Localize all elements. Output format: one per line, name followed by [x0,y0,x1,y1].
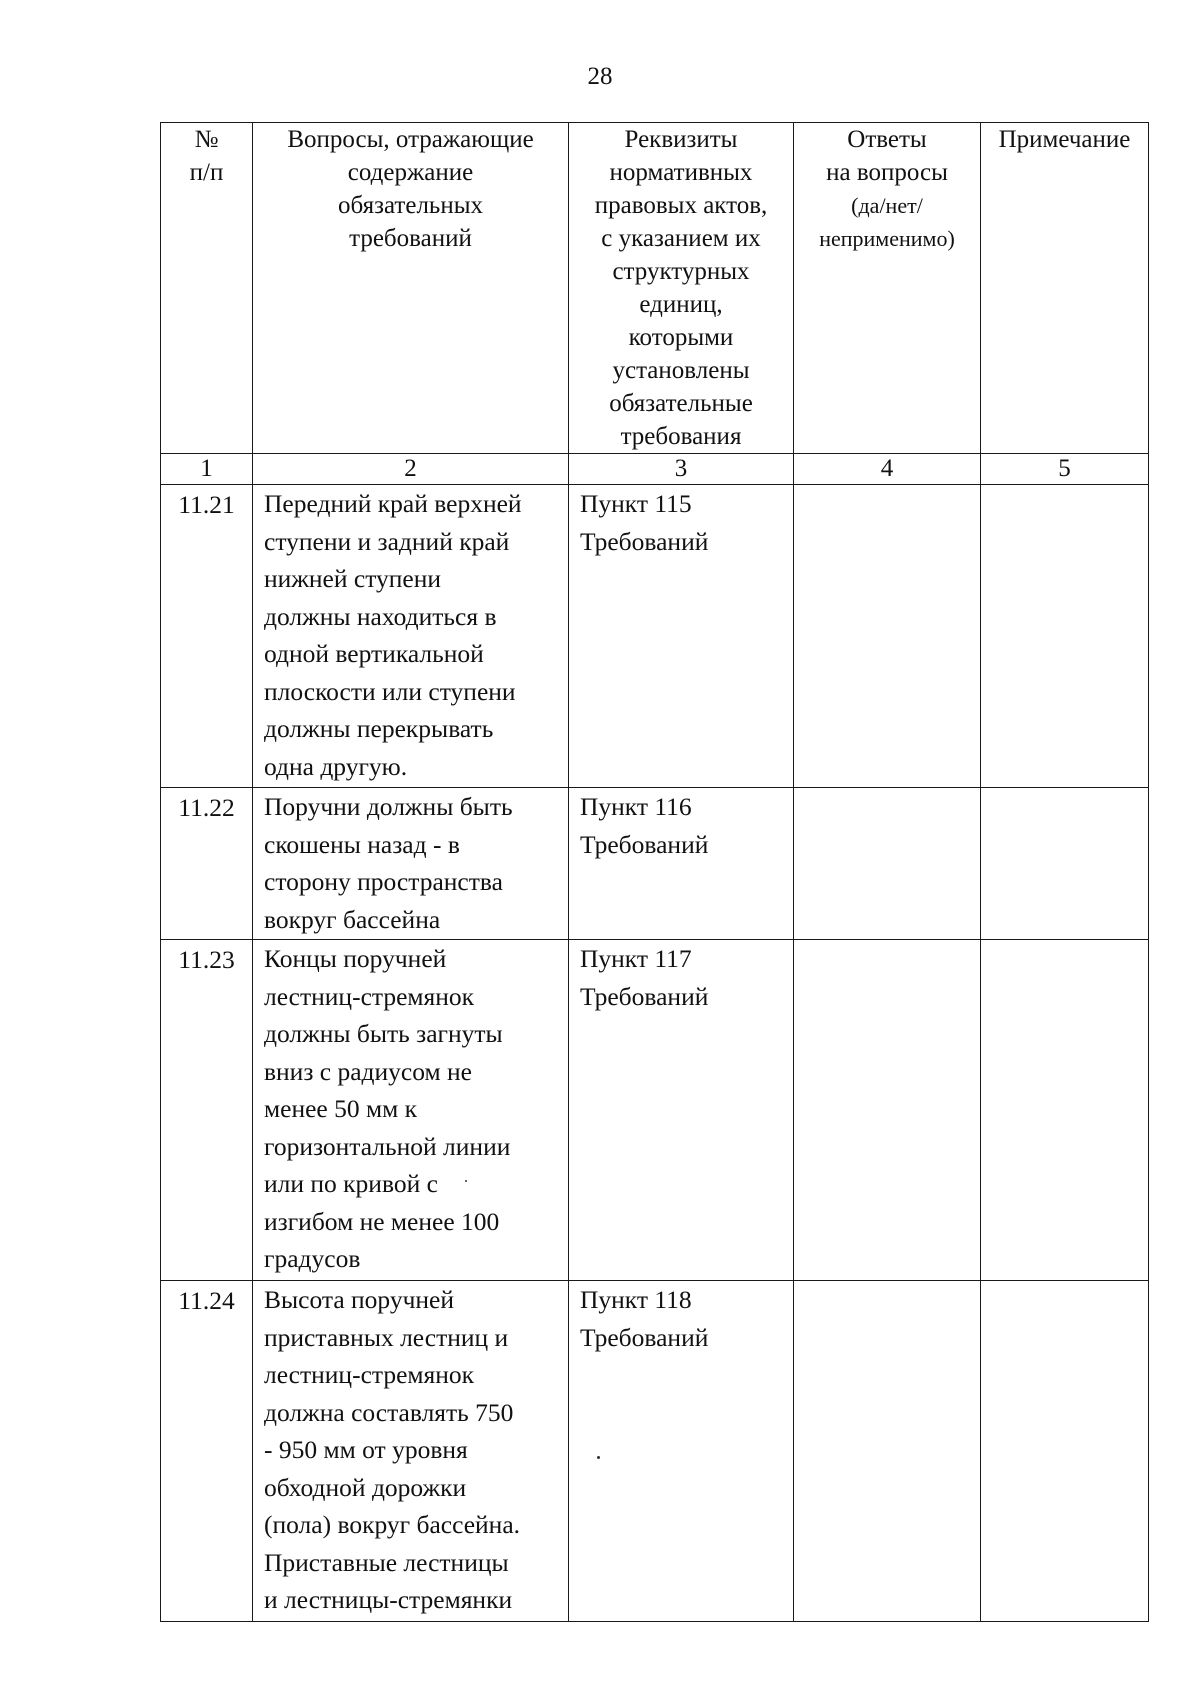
row-number: 11.23 [161,940,253,1281]
row-number: 11.22 [161,788,253,940]
row-question: Передний край верхней ступени и задний край нижней ступени должны находиться в одной вертикальной плоскости или ступени должны перекрывать одна другую. [253,485,569,788]
scan-speck [465,1180,467,1182]
requirements-checklist-table [160,122,1149,1622]
row-note-cell [981,788,1149,940]
row-answer-cell [794,940,981,1281]
row-note-cell [981,940,1149,1281]
row-question: Концы поручней лестниц-стремянок должны быть загнуты вниз с радиусом не менее 50 мм к горизонтальной линии или по кривой с изгибом не менее 100 градусов [253,940,569,1281]
row-number: 11.24 [161,1281,253,1622]
header-answers-options: (да/нет/ неприменимо) [819,193,955,251]
row-question: Поручни должны быть скошены назад - в сторону пространства вокруг бассейна [253,788,569,940]
table-row [161,940,1149,1281]
row-question: Высота поручней приставных лестниц и лестниц-стремянок должна составлять 750 - 950 мм от уровня обходной дорожки (пола) вокруг бассейна. Приставные лестницы и лестницы-стремянки [253,1281,569,1622]
table-header-row [161,123,1149,454]
header-questions: Вопросы, отражающие содержание обязательных требований [253,123,569,454]
header-number: № п/п [161,123,253,454]
row-answer-cell [794,485,981,788]
column-number: 1 [161,454,253,485]
column-number: 4 [794,454,981,485]
row-reference: Пункт 118 Требований [569,1281,794,1622]
row-answer-cell [794,1281,981,1622]
row-answer-cell [794,788,981,940]
scan-speck [597,1456,600,1459]
column-number: 5 [981,454,1149,485]
page-number: 28 [587,63,613,90]
column-number: 3 [569,454,794,485]
header-answers-title: Ответы на вопросы [826,126,948,186]
row-note-cell [981,1281,1149,1622]
row-reference: Пункт 116 Требований [569,788,794,940]
header-notes: Примечание [981,123,1149,454]
column-numbers-row [161,454,1149,485]
row-note-cell [981,485,1149,788]
row-reference: Пункт 117 Требований [569,940,794,1281]
header-references: Реквизиты нормативных правовых актов, с указанием их структурных единиц, которыми установлены обязательные требования [569,123,794,454]
table-row [161,485,1149,788]
table-row [161,1281,1149,1622]
row-reference: Пункт 115 Требований [569,485,794,788]
table-row [161,788,1149,940]
row-number: 11.21 [161,485,253,788]
header-answers [794,123,981,454]
column-number: 2 [253,454,569,485]
